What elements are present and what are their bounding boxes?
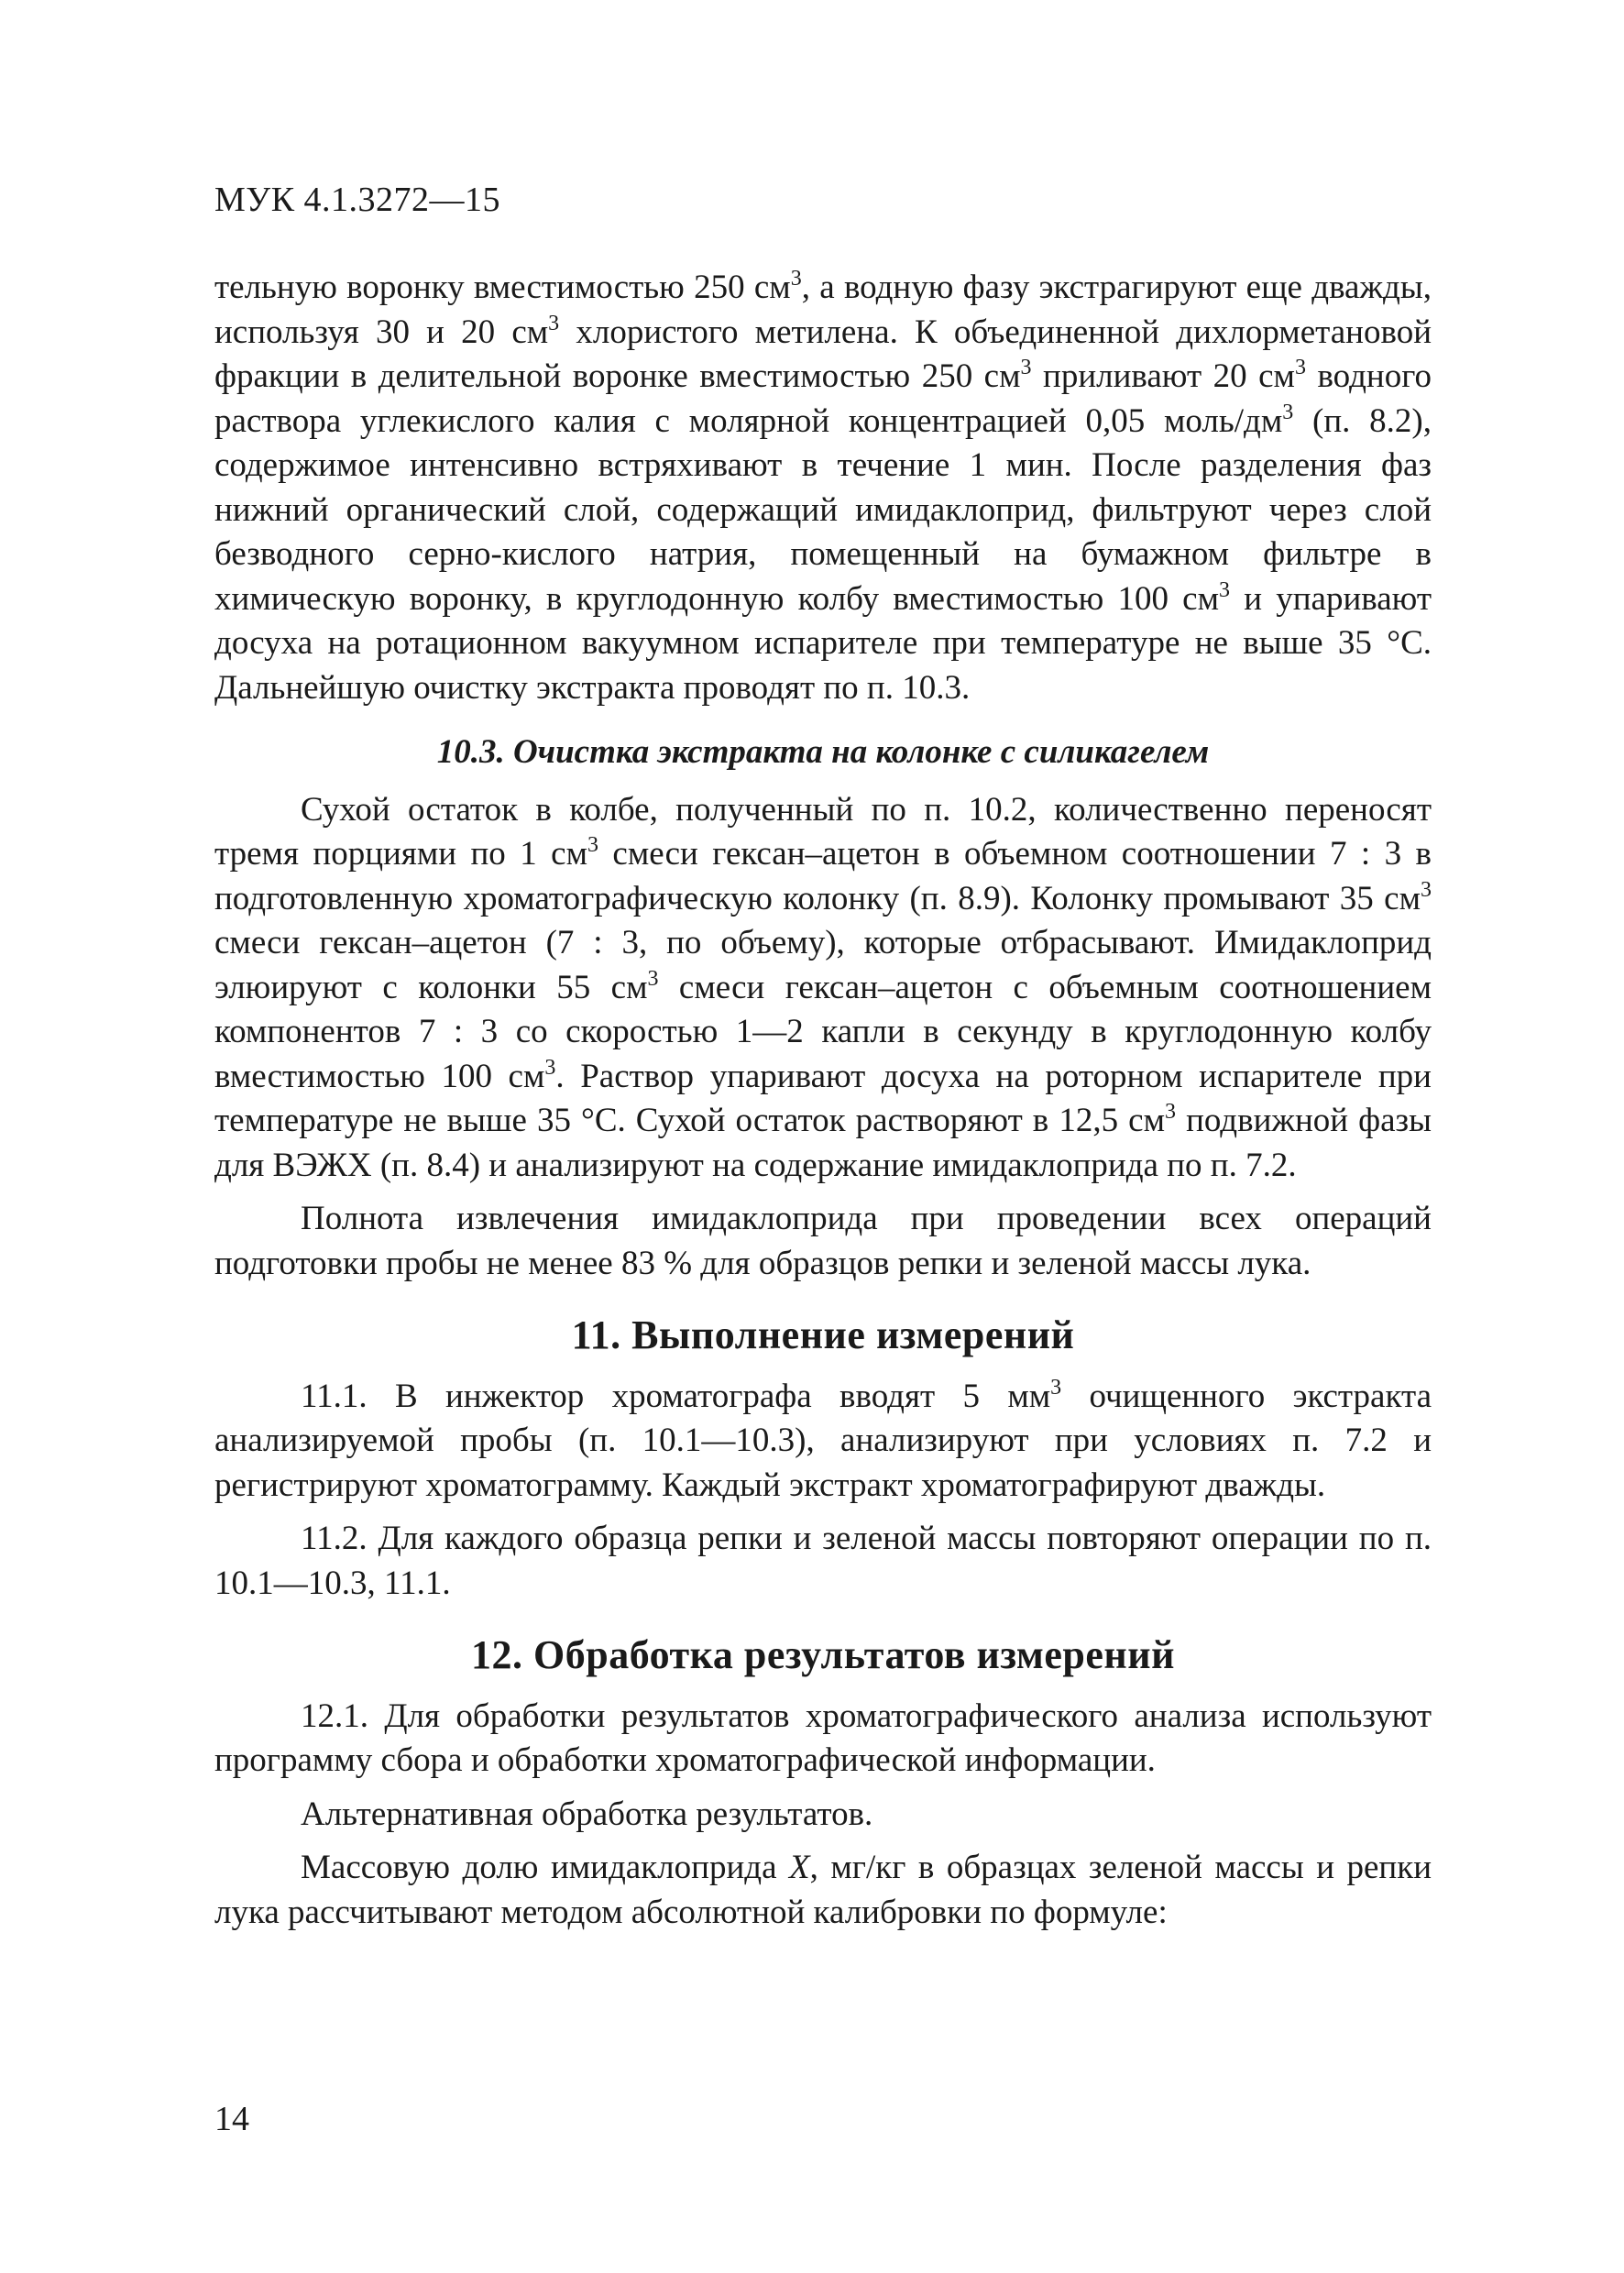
superscript: 3 [1294,356,1306,379]
text-run: , а водную фазу экстрагируют еще дважды, используя 30 и 20 см [214,269,1432,351]
text-run: , мг/кг в образцах зеленой массы и репки лука рассчитывают методом абсолютной калибровки по формуле: [214,1849,1432,1931]
superscript: 3 [1282,400,1294,424]
paragraph-alternative-processing: Альтернативная обработка результатов. [301,1795,873,1833]
text-run: подвижной фазы для ВЭЖХ (п. 8.4) и анализируют на содержание имидаклоприда по п. 7.2. [214,1102,1432,1184]
text-run: смеси гексан–ацетон в объемном соотношении 7 : 3 в подготовленную хроматографическую колонку (п. 8.9). Колонку промывают 35 см [214,835,1432,917]
section-title-12: 12. Обработка результатов измерений [471,1632,1175,1677]
text-run: . Раствор упаривают досуха на роторном испарителе при температуре не выше 35 °С. Сухой остаток растворяют в 12,5 см [214,1057,1432,1139]
paragraph-mass-fraction [214,1846,1432,1935]
text-run: смеси гексан–ацетон с объемным соотношением компонентов 7 : 3 со скоростью 1—2 капли в секунду в круглодонную колбу вместимостью 100 см [214,968,1432,1095]
paragraph-11-2: 11.2. Для каждого образца репки и зеленой массы повторяют операции по п. 10.1—10.3, 11.1. [214,1520,1432,1602]
text-run: смеси гексан–ацетон (7 : 3, по объему), которые отбрасывают. Имидаклоприд элюируют с колонки 55 см [214,924,1432,1006]
text-run: хлористого метилена. К объединенной дихлорметановой фракции в делительной воронке вместимостью 250 см [214,313,1432,395]
superscript: 3 [647,966,659,991]
document-code-header: МУК 4.1.3272—15 [214,181,501,219]
text-run: 11.1. В инжектор хроматографа вводят 5 мм [301,1377,1051,1415]
superscript: 3 [544,1055,556,1080]
paragraph-11-1 [214,1375,1432,1509]
section-title-11: 11. Выполнение измерений [571,1312,1075,1357]
superscript: 3 [1165,1100,1176,1124]
text-run: (п. 8.2), содержимое интенсивно встряхивают в течение 1 мин. После разделения фаз нижний органический слой, содержащий имидаклоприд, фильтруют через слой безводного серно-кислого натрия, помещенный на бумажном фильтре в химическую воронку, в круглодонную колбу вместимостью 100 см [214,401,1432,618]
paragraph-extraction-continued [214,266,1432,710]
superscript: 3 [1219,577,1230,602]
superscript: 3 [587,833,598,857]
superscript: 3 [1421,877,1432,902]
paragraph-12-1: 12.1. Для обработки результатов хроматографического анализа используют программу сбора и обработки хроматографической информации. [214,1697,1432,1779]
page-number: 14 [214,2100,249,2138]
superscript: 3 [1050,1375,1062,1400]
text-run: очищенного экстракта анализируемой пробы (п. 10.1—10.3), анализируют при условиях п. 7.2 и регистрируют хроматограмму. Каждый экстракт хроматографируют дважды. [214,1377,1432,1504]
superscript: 3 [548,311,560,335]
text-run: приливают 20 см [1031,357,1295,395]
text-run: Массовую долю имидаклоприда [301,1849,789,1886]
text-run: Сухой остаток в колбе, полученный по п. 10.2, количественно переносят тремя порциями по 1 см [214,790,1432,873]
subsection-title-10-3: 10.3. Очистка экстракта на колонке с силикагелем [436,733,1210,771]
paragraph-extraction-completeness: Полнота извлечения имидаклоприда при проведении всех операций подготовки пробы не менее 83 % для образцов репки и зеленой массы лука. [214,1200,1432,1282]
page-content [214,266,1432,1935]
variable-x: X [789,1849,810,1886]
superscript: 3 [1020,356,1032,379]
text-run: тельную воронку вместимостью 250 см [214,269,791,306]
text-run: и упаривают досуха на ротационном вакуумном испарителе при температуре не выше 35 °С. Дальнейшую очистку экстракта проводят по п. 10.3. [214,579,1432,707]
paragraph-column-cleanup [214,788,1432,1189]
text-run: водного раствора углекислого калия с молярной концентрацией 0,05 моль/дм [214,357,1432,440]
superscript: 3 [790,267,802,291]
